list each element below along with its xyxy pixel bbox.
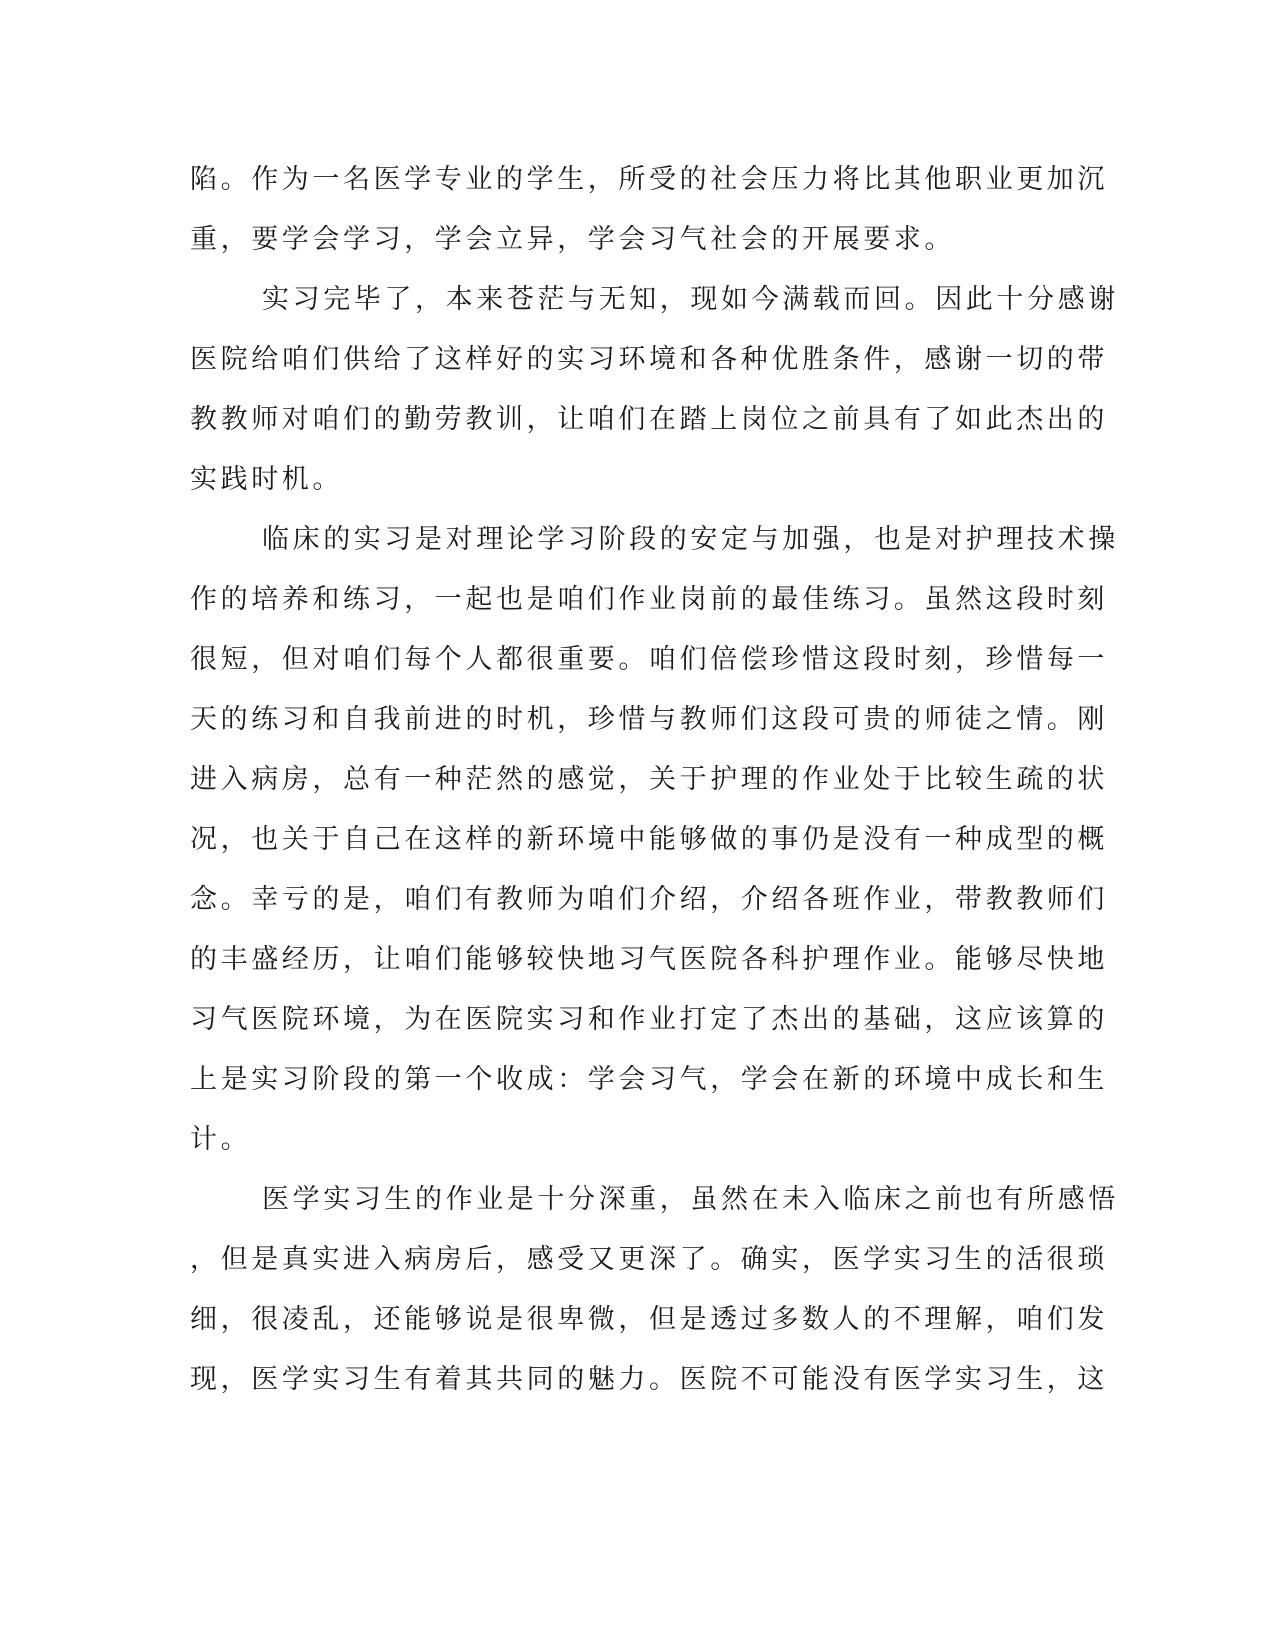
text-line: 很短，但对咱们每个人都很重要。咱们倍偿珍惜这段时刻，珍惜每一 [190,644,1108,675]
paragraph-start-line: 医学实习生的作业是十分深重，虽然在未入临床之前也有所感悟 [262,1184,1119,1215]
text-line: 医院给咱们供给了这样好的实习环境和各种优胜条件，感谢一切的带 [190,344,1108,375]
text-line: 作的培养和练习，一起也是咱们作业岗前的最佳练习。虽然这段时刻 [190,584,1108,615]
text-line: 陷。作为一名医学专业的学生，所受的社会压力将比其他职业更加沉 [190,164,1108,195]
text-line: 现，医学实习生有着其共同的魅力。医院不可能没有医学实习生，这 [190,1364,1108,1395]
text-line: 细，很凌乱，还能够说是很卑微，但是透过多数人的不理解，咱们发 [190,1304,1108,1335]
text-line: 实践时机。 [190,464,343,495]
text-line: ，但是真实进入病房后，感受又更深了。确实，医学实习生的活很琐 [190,1244,1108,1275]
text-line: 教教师对咱们的勤劳教训，让咱们在踏上岗位之前具有了如此杰出的 [190,404,1108,435]
text-line: 况，也关于自己在这样的新环境中能够做的事仍是没有一种成型的概 [190,824,1108,855]
text-line: 念。幸亏的是，咱们有教师为咱们介绍，介绍各班作业，带教教师们 [190,884,1108,915]
text-line: 的丰盛经历，让咱们能够较快地习气医院各科护理作业。能够尽快地 [190,944,1108,975]
text-line: 上是实习阶段的第一个收成：学会习气，学会在新的环境中成长和生 [190,1064,1108,1095]
text-line: 进入病房，总有一种茫然的感觉，关于护理的作业处于比较生疏的状 [190,764,1108,795]
paragraph-start-line: 实习完毕了，本来苍茫与无知，现如今满载而回。因此十分感谢 [262,284,1119,315]
text-line: 计。 [190,1124,252,1155]
text-line: 习气医院环境，为在医院实习和作业打定了杰出的基础，这应该算的 [190,1004,1108,1035]
text-line: 天的练习和自我前进的时机，珍惜与教师们这段可贵的师徒之情。刚 [190,704,1108,735]
paragraph-start-line: 临床的实习是对理论学习阶段的安定与加强，也是对护理技术操 [262,524,1119,555]
text-line: 重，要学会学习，学会立异，学会习气社会的开展要求。 [190,224,955,255]
